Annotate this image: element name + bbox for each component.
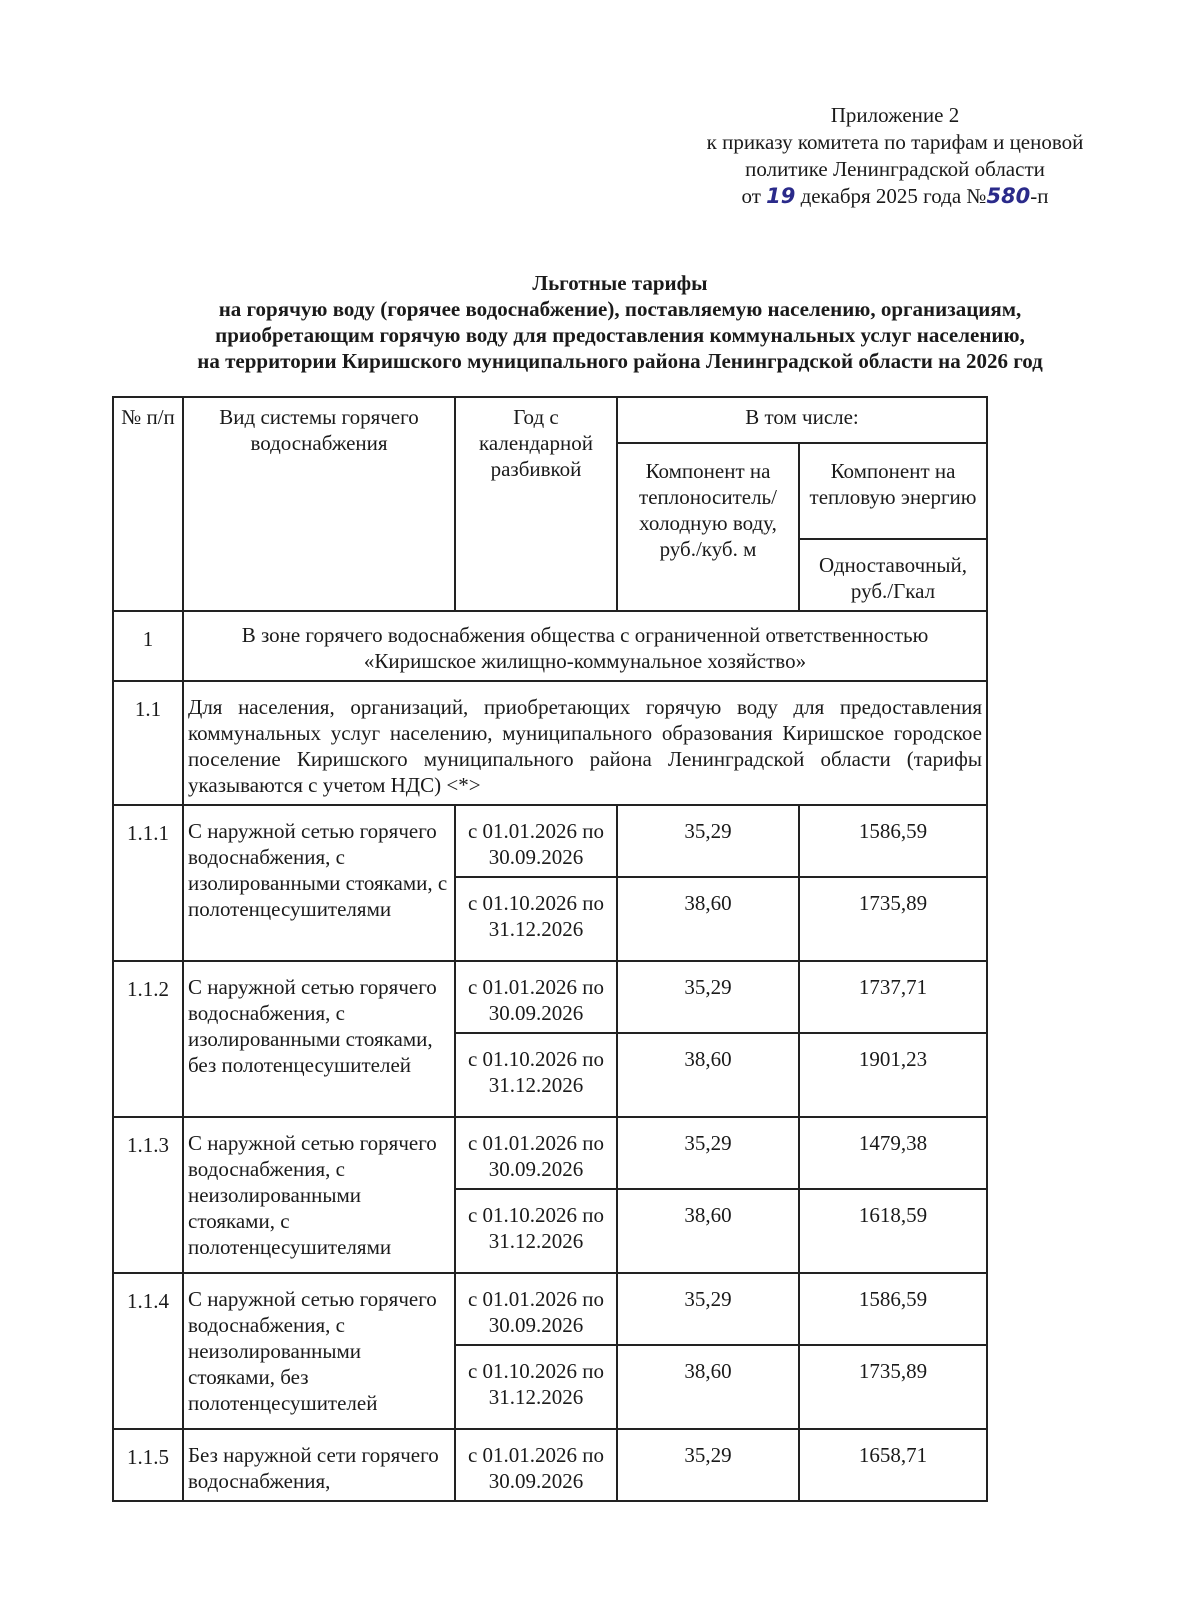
row-thermal-value: 1586,59 (799, 805, 987, 877)
row-num: 1.1.4 (113, 1273, 183, 1429)
row-period: с 01.01.2026 по 30.09.2026 (455, 961, 617, 1033)
row-coolant-value: 35,29 (617, 1117, 799, 1189)
subsection-num: 1.1 (113, 681, 183, 805)
row-num: 1.1.5 (113, 1429, 183, 1501)
row-coolant-value: 35,29 (617, 961, 799, 1033)
table-row (113, 1117, 987, 1189)
header-row-1 (113, 397, 987, 443)
tariffs-table (112, 396, 988, 1502)
row-thermal-value: 1735,89 (799, 1345, 987, 1429)
appendix-date-line (660, 183, 1130, 210)
table-row (113, 1273, 987, 1345)
row-thermal-value: 1586,59 (799, 1273, 987, 1345)
row-period: с 01.01.2026 по 30.09.2026 (455, 805, 617, 877)
row-system-type: С наружной сетью горячего водоснабжения, с неизолированными стояками, с полотенцесушителями (183, 1117, 455, 1273)
table-row (113, 1429, 987, 1501)
date-prefix: от (741, 184, 761, 208)
subsection-text: Для населения, организаций, приобретающих горячую воду для предоставления коммунальных услуг населению, муниципального образования Киришское городское поселение Киришского муниципального района Ленинградской области (тарифы указываются с учетом НДС) <*> (183, 681, 987, 805)
row-system-type: С наружной сетью горячего водоснабжения, с неизолированными стояками, без полотенцесушителей (183, 1273, 455, 1429)
row-num: 1.1.2 (113, 961, 183, 1117)
row-coolant-value: 38,60 (617, 877, 799, 961)
row-system-type: С наружной сетью горячего водоснабжения, с изолированными стояками, без полотенцесушителей (183, 961, 455, 1117)
row-period: с 01.10.2026 по 31.12.2026 (455, 1345, 617, 1429)
appendix-authority-line: политике Ленинградской области (745, 157, 1045, 181)
header-num: № п/п (113, 397, 183, 611)
row-thermal-value: 1658,71 (799, 1429, 987, 1501)
appendix-order-line: к приказу комитета по тарифам и ценовой (706, 130, 1084, 154)
row-coolant-value: 35,29 (617, 1273, 799, 1345)
number-suffix: -п (1030, 184, 1049, 208)
title-line-1: Льготные тарифы (532, 271, 708, 295)
header-coolant: Компонент на теплоноситель/холодную воду, руб./куб. м (617, 443, 799, 611)
row-coolant-value: 38,60 (617, 1189, 799, 1273)
table-row (113, 961, 987, 1033)
title-line-4: на территории Киришского муниципального района Ленинградской области на 2026 год (197, 349, 1043, 373)
section-text: В зоне горячего водоснабжения общества с ограниченной ответственностью «Киришское жилищно-коммунальное хозяйство» (183, 611, 987, 681)
row-num: 1.1.1 (113, 805, 183, 961)
handwritten-day: 19 (766, 184, 796, 208)
row-coolant-value: 35,29 (617, 805, 799, 877)
section-row (113, 611, 987, 681)
row-coolant-value: 38,60 (617, 1345, 799, 1429)
row-thermal-value: 1479,38 (799, 1117, 987, 1189)
row-system-type: Без наружной сети горячего водоснабжения, (183, 1429, 455, 1501)
document-title (110, 270, 1130, 374)
row-coolant-value: 38,60 (617, 1033, 799, 1117)
date-middle: декабря 2025 года № (800, 184, 987, 208)
row-thermal-value: 1735,89 (799, 877, 987, 961)
title-line-2: на горячую воду (горячее водоснабжение), поставляемую населению, организациям, (218, 297, 1022, 321)
row-thermal-value: 1901,23 (799, 1033, 987, 1117)
row-system-type: С наружной сетью горячего водоснабжения, с изолированными стояками, с полотенцесушителями (183, 805, 455, 961)
row-num: 1.1.3 (113, 1117, 183, 1273)
header-system: Вид системы горячего водоснабжения (183, 397, 455, 611)
row-period: с 01.01.2026 по 30.09.2026 (455, 1117, 617, 1189)
row-period: с 01.10.2026 по 31.12.2026 (455, 1033, 617, 1117)
subsection-row (113, 681, 987, 805)
table-row (113, 805, 987, 877)
row-thermal-value: 1618,59 (799, 1189, 987, 1273)
row-coolant-value: 35,29 (617, 1429, 799, 1501)
title-line-3: приобретающим горячую воду для предоставления коммунальных услуг населению, (215, 323, 1025, 347)
handwritten-number: 580 (986, 184, 1031, 208)
appendix-header (660, 102, 1130, 210)
header-including: В том числе: (617, 397, 987, 443)
row-period: с 01.10.2026 по 31.12.2026 (455, 877, 617, 961)
row-period: с 01.10.2026 по 31.12.2026 (455, 1189, 617, 1273)
row-period: с 01.01.2026 по 30.09.2026 (455, 1429, 617, 1501)
header-single-rate: Одноставочный, руб./Гкал (799, 539, 987, 611)
row-period: с 01.01.2026 по 30.09.2026 (455, 1273, 617, 1345)
appendix-title: Приложение 2 (830, 103, 960, 127)
header-year: Год с календарной разбивкой (455, 397, 617, 611)
section-num: 1 (113, 611, 183, 681)
row-thermal-value: 1737,71 (799, 961, 987, 1033)
header-thermal: Компонент на тепловую энергию (799, 443, 987, 539)
